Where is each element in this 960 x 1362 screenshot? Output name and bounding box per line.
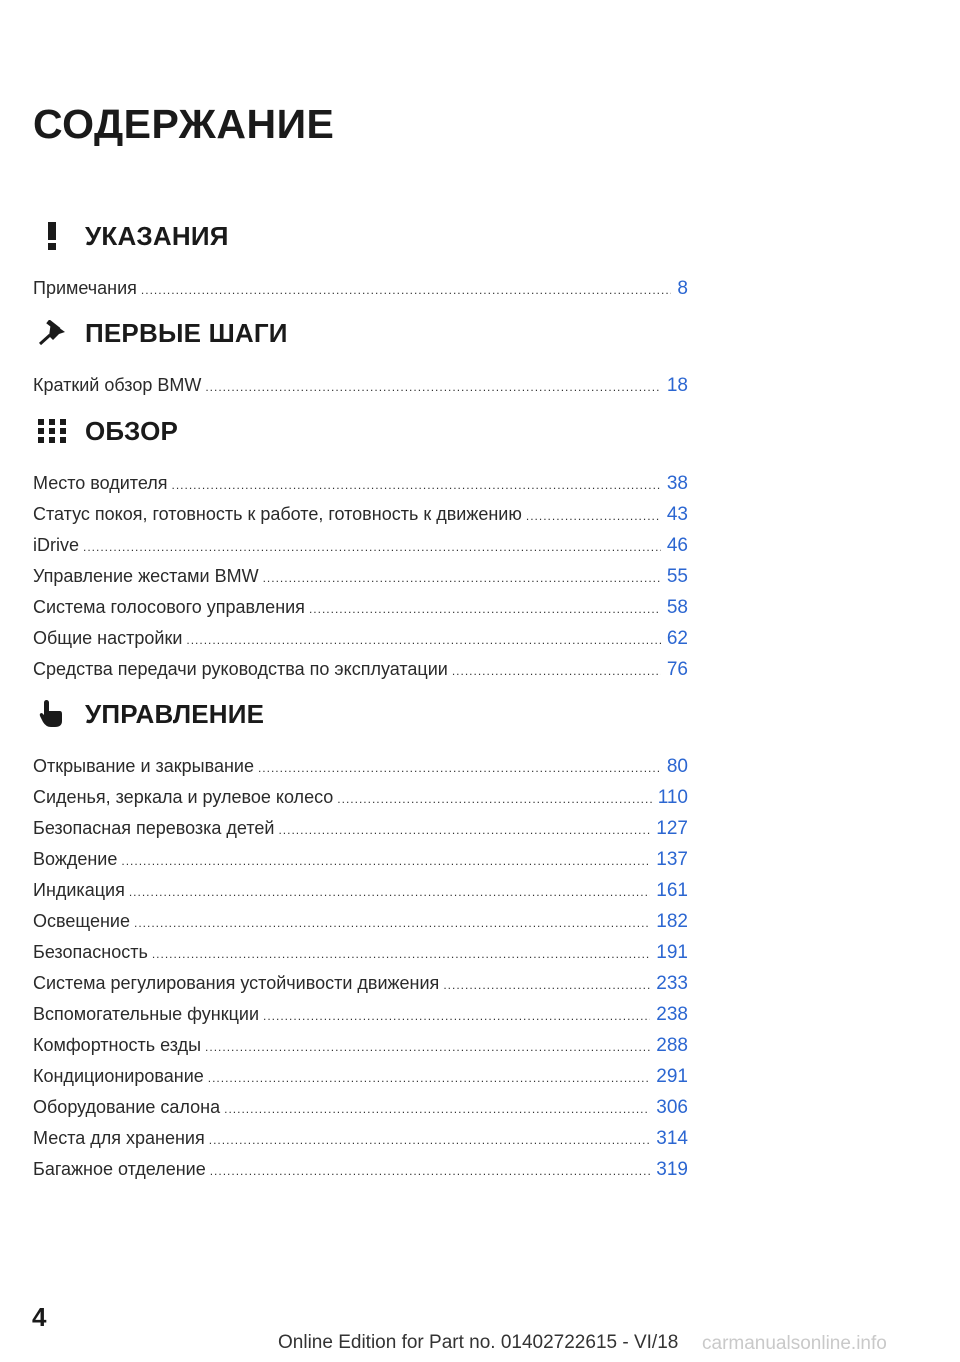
dot-leader bbox=[134, 908, 650, 937]
toc-entry-page[interactable]: 127 bbox=[656, 818, 688, 839]
dot-leader bbox=[263, 563, 661, 592]
toc-entry-page[interactable]: 58 bbox=[666, 597, 688, 618]
dot-leader bbox=[141, 275, 672, 304]
toc-entry-title[interactable]: Управление жестами BMW bbox=[33, 566, 259, 586]
toc-entry[interactable] bbox=[33, 937, 688, 968]
toc-entry-title[interactable]: iDrive bbox=[33, 535, 80, 555]
toc-entry-title[interactable]: Безопасная перевозка детей bbox=[33, 818, 275, 838]
toc-entry-page[interactable]: 288 bbox=[656, 1035, 688, 1056]
toc-entry[interactable] bbox=[33, 623, 688, 654]
dot-leader bbox=[172, 470, 661, 499]
watermark: carmanualsonline.info bbox=[702, 1333, 887, 1354]
toc-entry[interactable] bbox=[33, 592, 688, 623]
exclamation-icon bbox=[33, 219, 71, 253]
dot-leader bbox=[205, 1032, 650, 1061]
toc-entry-page[interactable]: 233 bbox=[656, 973, 688, 994]
dot-leader bbox=[83, 532, 661, 561]
toc-entry-title[interactable]: Примечания bbox=[33, 278, 137, 298]
toc-entry-page[interactable]: 110 bbox=[657, 787, 688, 808]
toc-entry[interactable] bbox=[33, 906, 688, 937]
toc-entry[interactable] bbox=[33, 968, 688, 999]
dot-leader bbox=[443, 970, 650, 999]
toc-entry-title[interactable]: Комфортность езды bbox=[33, 1035, 202, 1055]
toc-entry-title[interactable]: Оборудование салона bbox=[33, 1097, 221, 1117]
toc-entry[interactable] bbox=[33, 1154, 688, 1185]
dot-leader bbox=[210, 1156, 651, 1185]
toc-entry[interactable] bbox=[33, 370, 688, 401]
toc-entry[interactable] bbox=[33, 499, 688, 530]
toc-entry[interactable] bbox=[33, 1030, 688, 1061]
toc-entry[interactable] bbox=[33, 813, 688, 844]
toc-entry-page[interactable]: 306 bbox=[656, 1097, 688, 1118]
dot-leader bbox=[121, 846, 650, 875]
toc-entry-title[interactable]: Статус покоя, готовность к работе, готовность к движению bbox=[33, 504, 522, 524]
toc-entry[interactable] bbox=[33, 1123, 688, 1154]
section-title: ПЕРВЫЕ ШАГИ bbox=[85, 318, 288, 348]
dot-leader bbox=[152, 939, 650, 968]
section-first-steps bbox=[33, 316, 688, 401]
grid-icon bbox=[33, 414, 71, 448]
dot-leader bbox=[526, 501, 661, 530]
toc-entry-title[interactable]: Вождение bbox=[33, 849, 118, 869]
section-header bbox=[33, 316, 688, 350]
dot-leader bbox=[337, 784, 651, 813]
section-overview bbox=[33, 414, 688, 685]
toc-entry-page[interactable]: 314 bbox=[656, 1128, 688, 1149]
toc-entry[interactable] bbox=[33, 273, 688, 304]
toc-entry-title[interactable]: Краткий обзор BMW bbox=[33, 375, 202, 395]
toc-entry-page[interactable]: 161 bbox=[656, 880, 688, 901]
dot-leader bbox=[129, 877, 650, 906]
section-header bbox=[33, 219, 688, 253]
toc-entry-page[interactable]: 43 bbox=[666, 504, 688, 525]
toc-entry[interactable] bbox=[33, 844, 688, 875]
toc-entry-title[interactable]: Освещение bbox=[33, 911, 130, 931]
dot-leader bbox=[263, 1001, 650, 1030]
section-title: УКАЗАНИЯ bbox=[85, 221, 229, 251]
toc-entry-page[interactable]: 46 bbox=[666, 535, 688, 556]
toc-entry[interactable] bbox=[33, 751, 688, 782]
section-notes bbox=[33, 219, 688, 304]
toc-entry-title[interactable]: Система голосового управления bbox=[33, 597, 305, 617]
toc-entry-page[interactable]: 137 bbox=[656, 849, 688, 870]
toc-entry-page[interactable]: 191 bbox=[656, 942, 688, 963]
toc-entry-title[interactable]: Места для хранения bbox=[33, 1128, 205, 1148]
section-controls bbox=[33, 697, 688, 1185]
toc-entry-page[interactable]: 38 bbox=[666, 473, 688, 494]
toc-entry-page[interactable]: 238 bbox=[656, 1004, 688, 1025]
section-title: УПРАВЛЕНИЕ bbox=[85, 699, 265, 729]
toc-entry[interactable] bbox=[33, 782, 688, 813]
toc-entry-title[interactable]: Место водителя bbox=[33, 473, 168, 493]
toc-entry-page[interactable]: 319 bbox=[656, 1159, 688, 1180]
dot-leader bbox=[205, 372, 661, 401]
toc-entry[interactable] bbox=[33, 1061, 688, 1092]
toc-entry-title[interactable]: Безопасность bbox=[33, 942, 148, 962]
toc-entry-title[interactable]: Открывание и закрывание bbox=[33, 756, 254, 776]
toc-entry-title[interactable]: Сиденья, зеркала и рулевое колесо bbox=[33, 787, 334, 807]
dot-leader bbox=[209, 1125, 651, 1154]
toc-entry-page[interactable]: 182 bbox=[656, 911, 688, 932]
toc-entry-page[interactable]: 80 bbox=[666, 756, 688, 777]
toc-entry[interactable] bbox=[33, 1092, 688, 1123]
hand-pointer-icon bbox=[33, 697, 71, 731]
page-number: 4 bbox=[32, 1302, 47, 1332]
toc-entry-page[interactable]: 18 bbox=[666, 375, 688, 396]
toc-entry-title[interactable]: Кондиционирование bbox=[33, 1066, 204, 1086]
toc-entry-title[interactable]: Средства передачи руководства по эксплуатации bbox=[33, 659, 448, 679]
pushpin-icon bbox=[33, 316, 71, 350]
dot-leader bbox=[186, 625, 660, 654]
footer-edition: Online Edition for Part no. 01402722615 - VI/18 bbox=[278, 1332, 679, 1353]
toc-entry-page[interactable]: 8 bbox=[677, 278, 688, 299]
toc-entry[interactable] bbox=[33, 468, 688, 499]
toc-entry[interactable] bbox=[33, 561, 688, 592]
toc-entry[interactable] bbox=[33, 654, 688, 685]
toc-entry-page[interactable]: 291 bbox=[656, 1066, 688, 1087]
toc-entry-page[interactable]: 76 bbox=[666, 659, 688, 680]
toc-entry-title[interactable]: Общие настройки bbox=[33, 628, 183, 648]
page-title: СОДЕРЖАНИЕ bbox=[33, 101, 335, 147]
section-header bbox=[33, 414, 688, 448]
toc-entry-title[interactable]: Система регулирования устойчивости движения bbox=[33, 973, 440, 993]
dot-leader bbox=[258, 753, 661, 782]
toc-entry[interactable] bbox=[33, 999, 688, 1030]
dot-leader bbox=[208, 1063, 651, 1092]
toc-entry-title[interactable]: Индикация bbox=[33, 880, 125, 900]
toc-entry-page[interactable]: 62 bbox=[666, 628, 688, 649]
dot-leader bbox=[224, 1094, 650, 1123]
toc-entry[interactable] bbox=[33, 875, 688, 906]
section-title: ОБЗОР bbox=[85, 416, 179, 446]
dot-leader bbox=[452, 656, 661, 685]
dot-leader bbox=[278, 815, 650, 844]
section-header bbox=[33, 697, 688, 731]
toc-entry-title[interactable]: Вспомогательные функции bbox=[33, 1004, 260, 1024]
toc-entry[interactable] bbox=[33, 530, 688, 561]
toc-entry-page[interactable]: 55 bbox=[666, 566, 688, 587]
dot-leader bbox=[309, 594, 661, 623]
toc-entry-title[interactable]: Багажное отделение bbox=[33, 1159, 206, 1179]
